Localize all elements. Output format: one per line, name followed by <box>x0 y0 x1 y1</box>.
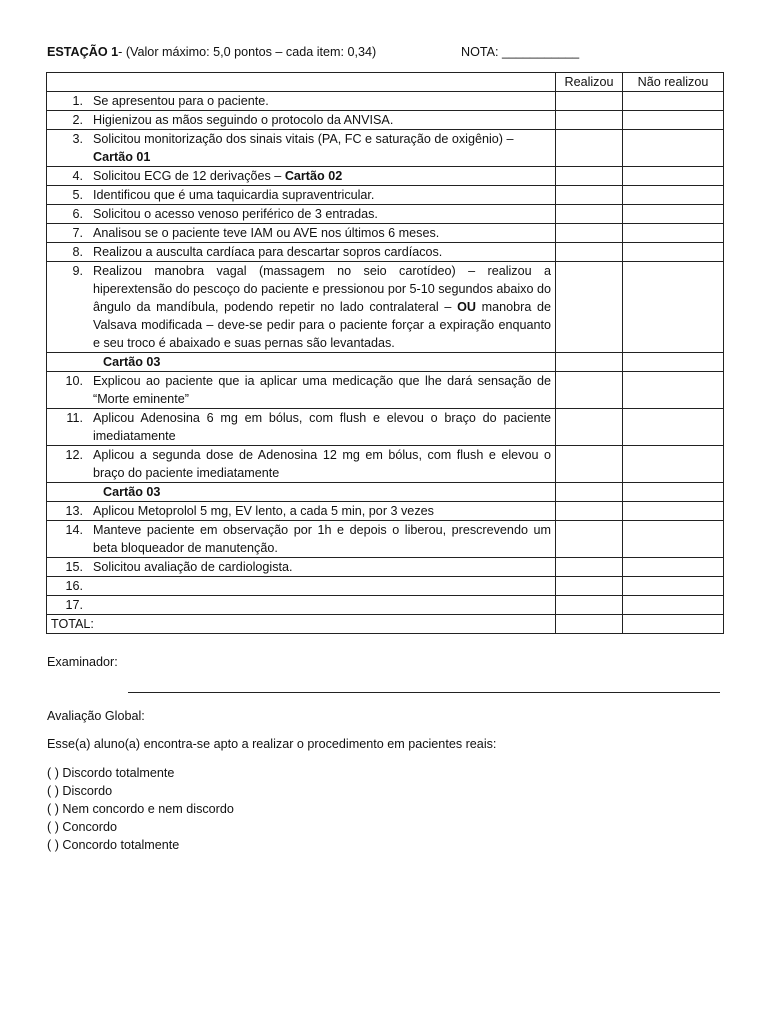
realizou-checkbox-cell[interactable] <box>556 502 623 521</box>
item-text-main: Aplicou Metoprolol 5 mg, EV lento, a cada 5 min, por 3 vezes <box>93 504 434 518</box>
item-number: 8. <box>72 245 83 259</box>
card-row <box>47 353 724 372</box>
card-label: Cartão 03 <box>103 355 161 369</box>
table-row <box>47 558 724 577</box>
item-text <box>93 92 551 110</box>
item-cell <box>47 224 556 243</box>
realizou-checkbox-cell[interactable] <box>556 186 623 205</box>
table-header-row <box>47 73 724 92</box>
item-text <box>93 596 551 614</box>
item-number: 17. <box>65 598 83 612</box>
nao-realizou-checkbox-cell[interactable] <box>623 558 724 577</box>
nao-realizou-checkbox-cell[interactable] <box>623 205 724 224</box>
nao-realizou-checkbox-cell[interactable] <box>623 502 724 521</box>
item-cell <box>47 521 556 558</box>
option-concordo[interactable]: ( ) Concordo <box>47 820 117 834</box>
item-text-main: Aplicou Adenosina 6 mg em bólus, com flush e elevou o braço do paciente imediatamente <box>93 411 551 443</box>
item-number: 14. <box>65 523 83 537</box>
item-cell <box>47 130 556 167</box>
item-text-main: Higienizou as mãos seguindo o protocolo da ANVISA. <box>93 113 394 127</box>
item-text <box>93 558 551 576</box>
station-detail: - (Valor máximo: 5,0 pontos – cada item: 0,34) <box>118 45 377 59</box>
item-text-part-a: Realizou manobra vagal (massagem no seio carotídeo) – realizou a hiperextensão do pescoço do paciente e pressionou por 5-10 segundos abaixo do ângulo da mandíbula, podendo repetir no lado contralateral – <box>93 264 551 314</box>
item-text-part-b: manobra de Valsava modificada – deve-se pedir para o paciente forçar a expiração enquanto e seu troco é abaixado e suas pernas são levantadas. <box>93 300 552 350</box>
item-number: 1. <box>72 94 83 108</box>
item-cell <box>47 502 556 521</box>
nao-realizou-checkbox-cell[interactable] <box>623 92 724 111</box>
item-text <box>93 372 551 408</box>
item-text <box>93 262 551 352</box>
item-cell <box>47 596 556 615</box>
realizou-checkbox-cell[interactable] <box>556 483 623 502</box>
nao-realizou-checkbox-cell[interactable] <box>623 446 724 483</box>
realizou-checkbox-cell[interactable] <box>556 243 623 262</box>
nota-field[interactable]: NOTA: ___________ <box>461 45 580 59</box>
item-cell <box>47 409 556 446</box>
item-text <box>93 243 551 261</box>
option-neutro[interactable]: ( ) Nem concordo e nem discordo <box>47 802 234 816</box>
item-number: 10. <box>65 374 83 388</box>
item-cell <box>47 92 556 111</box>
apto-question: Esse(a) aluno(a) encontra-se apto a realizar o procedimento em pacientes reais: <box>47 737 497 751</box>
option-discordo-totalmente[interactable]: ( ) Discordo totalmente <box>47 766 175 780</box>
nao-realizou-checkbox-cell[interactable] <box>623 353 724 372</box>
nao-realizou-checkbox-cell[interactable] <box>623 409 724 446</box>
item-number: 16. <box>65 579 83 593</box>
realizou-checkbox-cell[interactable] <box>556 262 623 353</box>
realizou-checkbox-cell[interactable] <box>556 224 623 243</box>
item-text <box>93 577 551 595</box>
total-label: TOTAL: <box>47 615 556 634</box>
table-row <box>47 372 724 409</box>
option-discordo[interactable]: ( ) Discordo <box>47 784 113 798</box>
table-row <box>47 111 724 130</box>
station-header <box>47 45 727 59</box>
card-row <box>47 483 724 502</box>
table-row <box>47 446 724 483</box>
table-row <box>47 205 724 224</box>
realizou-checkbox-cell[interactable] <box>556 111 623 130</box>
item-text-main: Solicitou monitorização dos sinais vitais (PA, FC e saturação de oxigênio) – <box>93 132 514 146</box>
item-cell <box>47 483 556 502</box>
table-row <box>47 224 724 243</box>
item-text-main: Analisou se o paciente teve IAM ou AVE nos últimos 6 meses. <box>93 226 440 240</box>
item-text <box>93 502 551 520</box>
realizou-checkbox-cell[interactable] <box>556 205 623 224</box>
nao-realizou-checkbox-cell[interactable] <box>623 243 724 262</box>
card-reference: Cartão 02 <box>284 169 343 183</box>
nao-realizou-checkbox-cell[interactable] <box>623 262 724 353</box>
item-text <box>93 111 551 129</box>
table-row <box>47 409 724 446</box>
table-row <box>47 167 724 186</box>
nao-realizou-checkbox-cell[interactable] <box>623 186 724 205</box>
item-text-main: Se apresentou para o paciente. <box>93 94 269 108</box>
item-text-main: Solicitou ECG de 12 derivações – <box>93 169 285 183</box>
avaliacao-global-label: Avaliação Global: <box>47 709 145 723</box>
item-cell <box>47 353 556 372</box>
total-nao-realizou-cell[interactable] <box>623 615 724 634</box>
realizou-checkbox-cell[interactable] <box>556 558 623 577</box>
realizou-checkbox-cell[interactable] <box>556 130 623 167</box>
item-cell <box>47 205 556 224</box>
nao-realizou-checkbox-cell[interactable] <box>623 130 724 167</box>
realizou-checkbox-cell[interactable] <box>556 521 623 558</box>
realizou-checkbox-cell[interactable] <box>556 353 623 372</box>
table-row <box>47 577 724 596</box>
item-column-header <box>47 73 556 92</box>
nao-realizou-checkbox-cell[interactable] <box>623 577 724 596</box>
table-row <box>47 521 724 558</box>
item-text <box>93 205 551 223</box>
nao-realizou-checkbox-cell[interactable] <box>623 224 724 243</box>
realizou-checkbox-cell[interactable] <box>556 409 623 446</box>
item-cell <box>47 577 556 596</box>
item-number: 5. <box>72 188 83 202</box>
item-text-main: Solicitou avaliação de cardiologista. <box>93 560 293 574</box>
item-text-main: Manteve paciente em observação por 1h e depois o liberou, prescrevendo um beta bloqueador de manutenção. <box>93 523 551 555</box>
item-cell <box>47 186 556 205</box>
item-text <box>93 224 551 242</box>
nao-realizou-checkbox-cell[interactable] <box>623 111 724 130</box>
item-text <box>93 446 551 482</box>
realizou-checkbox-cell[interactable] <box>556 446 623 483</box>
nao-realizou-checkbox-cell[interactable] <box>623 167 724 186</box>
item-cell <box>47 446 556 483</box>
item-number: 4. <box>72 169 83 183</box>
station-label: ESTAÇÃO 1 <box>47 45 119 59</box>
nao-realizou-checkbox-cell[interactable] <box>623 596 724 615</box>
item-number: 6. <box>72 207 83 221</box>
item-number: 9. <box>72 264 83 278</box>
nao-realizou-checkbox-cell[interactable] <box>623 372 724 409</box>
item-number: 13. <box>65 504 83 518</box>
ou-keyword: OU <box>457 300 476 314</box>
item-number: 15. <box>65 560 83 574</box>
total-row <box>47 615 724 634</box>
nao-realizou-checkbox-cell[interactable] <box>623 483 724 502</box>
table-row <box>47 502 724 521</box>
item-text <box>93 409 551 445</box>
item-text-main: Solicitou o acesso venoso periférico de 3 entradas. <box>93 207 378 221</box>
item-text <box>93 186 551 204</box>
total-realizou-cell[interactable] <box>556 615 623 634</box>
item-number: 12. <box>65 448 83 462</box>
item-number: 11. <box>66 411 83 425</box>
table-row <box>47 596 724 615</box>
likert-options <box>47 764 234 854</box>
table-row <box>47 262 724 353</box>
table-row <box>47 130 724 167</box>
examinador-signature-line[interactable] <box>128 682 720 693</box>
nao-realizou-checkbox-cell[interactable] <box>623 521 724 558</box>
realizou-checkbox-cell[interactable] <box>556 92 623 111</box>
item-text-main: Aplicou a segunda dose de Adenosina 12 mg em bólus, com flush e elevou o braço do paciente imediatamente <box>93 448 551 480</box>
realizou-checkbox-cell[interactable] <box>556 596 623 615</box>
option-concordo-totalmente[interactable]: ( ) Concordo totalmente <box>47 838 180 852</box>
item-text-main: Realizou a ausculta cardíaca para descartar sopros cardíacos. <box>93 245 443 259</box>
item-cell <box>47 243 556 262</box>
item-text-main: Identificou que é uma taquicardia supraventricular. <box>93 188 375 202</box>
examinador-label: Examinador: <box>47 655 118 669</box>
card-label: Cartão 03 <box>103 485 161 499</box>
realizou-checkbox-cell[interactable] <box>556 167 623 186</box>
item-number: 3. <box>72 132 83 146</box>
item-cell <box>47 167 556 186</box>
nao-realizou-column-header: Não realizou <box>623 73 724 92</box>
table-row <box>47 92 724 111</box>
card-reference: Cartão 01 <box>93 150 151 164</box>
item-cell <box>47 262 556 353</box>
item-cell <box>47 111 556 130</box>
item-number: 2. <box>72 113 83 127</box>
item-cell <box>47 372 556 409</box>
realizou-column-header: Realizou <box>556 73 623 92</box>
checklist-table <box>46 72 724 634</box>
realizou-checkbox-cell[interactable] <box>556 577 623 596</box>
realizou-checkbox-cell[interactable] <box>556 372 623 409</box>
item-number: 7. <box>72 226 83 240</box>
table-row <box>47 186 724 205</box>
item-cell <box>47 558 556 577</box>
item-text-main: Explicou ao paciente que ia aplicar uma medicação que lhe dará sensação de “Morte eminente” <box>93 374 551 406</box>
item-text <box>93 130 551 166</box>
item-text <box>93 167 551 185</box>
item-text <box>93 521 551 557</box>
table-row <box>47 243 724 262</box>
